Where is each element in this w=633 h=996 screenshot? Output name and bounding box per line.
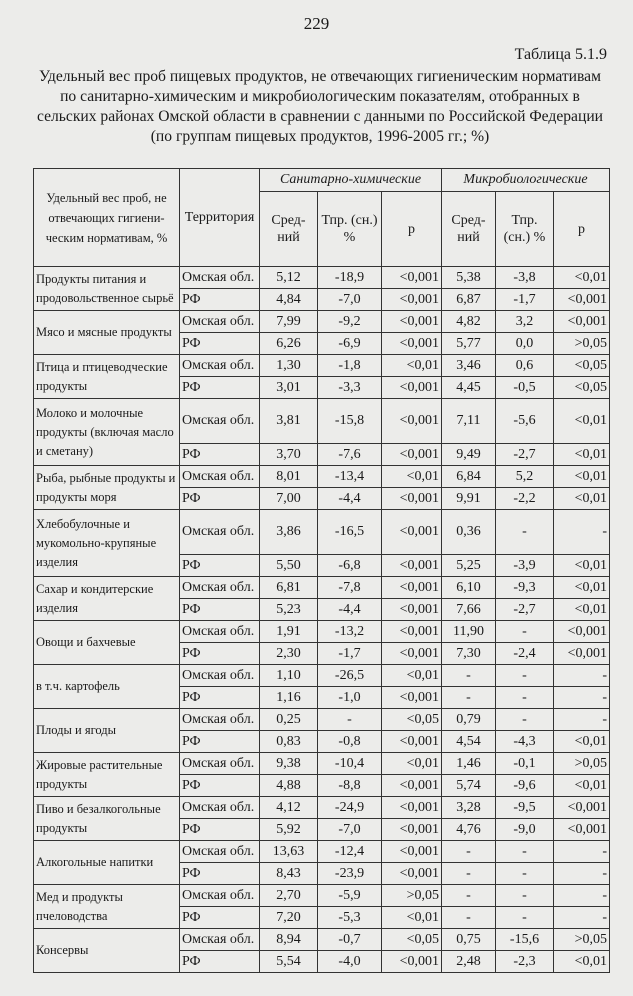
cell-s-mean: 2,30	[260, 643, 318, 665]
cell-s-p: <0,001	[382, 841, 442, 863]
cell-s-p: <0,001	[382, 311, 442, 333]
cell-m-p: <0,01	[554, 267, 610, 289]
cell-m-mean: 6,10	[442, 577, 496, 599]
cell-m-trend: 3,2	[496, 311, 554, 333]
cell-s-p: <0,01	[382, 665, 442, 687]
cell-m-mean: 1,46	[442, 753, 496, 775]
cell-s-trend: -0,8	[318, 731, 382, 753]
cell-m-p: <0,01	[554, 577, 610, 599]
cell-m-p: <0,001	[554, 819, 610, 841]
cell-m-mean: -	[442, 885, 496, 907]
cell-territory: Омская обл.	[180, 709, 260, 731]
cell-m-p: -	[554, 885, 610, 907]
product-group-name: Продукты питания и продовольственное сырьё	[34, 267, 180, 311]
cell-s-mean: 9,38	[260, 753, 318, 775]
cell-s-mean: 1,10	[260, 665, 318, 687]
cell-s-p: <0,05	[382, 929, 442, 951]
cell-territory: Омская обл.	[180, 665, 260, 687]
product-group-name: Жировые растительные продукты	[34, 753, 180, 797]
cell-s-mean: 4,12	[260, 797, 318, 819]
cell-s-mean: 4,88	[260, 775, 318, 797]
cell-s-trend: -13,4	[318, 466, 382, 488]
cell-territory: Омская обл.	[180, 797, 260, 819]
cell-s-mean: 5,12	[260, 267, 318, 289]
product-group-name: Консервы	[34, 929, 180, 973]
cell-s-trend: -23,9	[318, 863, 382, 885]
table-row	[34, 709, 610, 731]
cell-territory: Омская обл.	[180, 355, 260, 377]
cell-s-trend: -0,7	[318, 929, 382, 951]
table-row	[34, 753, 610, 775]
cell-m-mean: 5,25	[442, 555, 496, 577]
cell-m-mean: 7,11	[442, 399, 496, 444]
cell-m-trend: -9,0	[496, 819, 554, 841]
cell-m-mean: -	[442, 665, 496, 687]
product-group-name: в т.ч. картофель	[34, 665, 180, 709]
cell-m-trend: -	[496, 709, 554, 731]
product-group-name: Алкогольные напитки	[34, 841, 180, 885]
cell-m-mean: -	[442, 907, 496, 929]
cell-s-p: <0,001	[382, 399, 442, 444]
cell-m-mean: -	[442, 687, 496, 709]
cell-territory: Омская обл.	[180, 466, 260, 488]
cell-s-mean: 13,63	[260, 841, 318, 863]
cell-territory: РФ	[180, 775, 260, 797]
cell-m-trend: -0,1	[496, 753, 554, 775]
cell-m-mean: 2,48	[442, 951, 496, 973]
cell-territory: Омская обл.	[180, 267, 260, 289]
cell-m-trend: -	[496, 885, 554, 907]
cell-territory: РФ	[180, 555, 260, 577]
cell-m-trend: -5,6	[496, 399, 554, 444]
cell-s-p: <0,001	[382, 731, 442, 753]
cell-s-mean: 1,30	[260, 355, 318, 377]
cell-s-p: <0,01	[382, 753, 442, 775]
table-row	[34, 577, 610, 599]
cell-s-p: <0,001	[382, 643, 442, 665]
cell-s-p: <0,001	[382, 621, 442, 643]
cell-territory: Омская обл.	[180, 399, 260, 444]
product-group-name: Рыба, рыбные продукты и продукты моря	[34, 466, 180, 510]
cell-s-mean: 1,91	[260, 621, 318, 643]
cell-m-mean: 5,74	[442, 775, 496, 797]
cell-territory: РФ	[180, 863, 260, 885]
table-row	[34, 466, 610, 488]
cell-s-trend: -1,7	[318, 643, 382, 665]
product-group-name: Сахар и кондитерские изделия	[34, 577, 180, 621]
cell-m-trend: 5,2	[496, 466, 554, 488]
cell-m-p: <0,01	[554, 488, 610, 510]
product-group-name: Плоды и ягоды	[34, 709, 180, 753]
cell-s-trend: -1,8	[318, 355, 382, 377]
cell-s-p: <0,001	[382, 687, 442, 709]
header-first-column: Удельный вес проб, не отвечающих гигиени-ческим нормативам, %	[34, 169, 180, 267]
product-group-name: Мед и продукты пчеловодства	[34, 885, 180, 929]
cell-s-trend: -6,9	[318, 333, 382, 355]
table-row	[34, 267, 610, 289]
cell-s-trend: -5,3	[318, 907, 382, 929]
cell-s-mean: 0,83	[260, 731, 318, 753]
cell-s-p: <0,001	[382, 577, 442, 599]
cell-m-mean: 0,75	[442, 929, 496, 951]
cell-s-mean: 5,23	[260, 599, 318, 621]
cell-m-p: <0,001	[554, 797, 610, 819]
cell-m-mean: 4,82	[442, 311, 496, 333]
cell-s-trend: -7,0	[318, 819, 382, 841]
cell-m-p: <0,05	[554, 355, 610, 377]
cell-territory: Омская обл.	[180, 753, 260, 775]
cell-m-trend: -2,7	[496, 599, 554, 621]
cell-s-mean: 3,01	[260, 377, 318, 399]
cell-s-p: <0,001	[382, 333, 442, 355]
cell-m-p: <0,01	[554, 599, 610, 621]
cell-m-trend: -	[496, 510, 554, 555]
cell-m-trend: -9,3	[496, 577, 554, 599]
table-row	[34, 510, 610, 555]
cell-m-p: <0,01	[554, 775, 610, 797]
cell-m-trend: 0,6	[496, 355, 554, 377]
table-row	[34, 929, 610, 951]
cell-m-p: -	[554, 907, 610, 929]
cell-territory: РФ	[180, 687, 260, 709]
cell-m-trend: -	[496, 665, 554, 687]
cell-m-mean: 0,79	[442, 709, 496, 731]
cell-m-mean: 6,87	[442, 289, 496, 311]
cell-m-trend: -0,5	[496, 377, 554, 399]
cell-territory: РФ	[180, 643, 260, 665]
table-caption: Удельный вес проб пищевых продуктов, не отвечающих гигиеническим нормативам по санитарно-химическим и микробиологическим показателям, отобранных в сельских районах Омской области в сравнении с данными по Российской Федерации (по группам пищевых продуктов, 1996-2005 гг.; %)	[36, 68, 604, 145]
header-m-mean: Сред-ний	[442, 192, 496, 267]
cell-s-p: <0,001	[382, 555, 442, 577]
cell-s-trend: -4,0	[318, 951, 382, 973]
cell-m-mean: -	[442, 863, 496, 885]
cell-s-trend: -9,2	[318, 311, 382, 333]
cell-m-trend: -3,8	[496, 267, 554, 289]
cell-s-trend: -4,4	[318, 599, 382, 621]
cell-s-p: <0,001	[382, 775, 442, 797]
product-group-name: Хлебобулочные и мукомольно-крупяные изделия	[34, 510, 180, 577]
cell-m-mean: 5,38	[442, 267, 496, 289]
cell-territory: РФ	[180, 907, 260, 929]
cell-s-mean: 7,20	[260, 907, 318, 929]
cell-s-p: <0,05	[382, 709, 442, 731]
table-body	[34, 267, 610, 973]
cell-s-mean: 2,70	[260, 885, 318, 907]
cell-s-trend: -1,0	[318, 687, 382, 709]
header-microbiological: Микробиологические	[442, 169, 610, 192]
cell-m-trend: -2,4	[496, 643, 554, 665]
cell-s-p: <0,001	[382, 951, 442, 973]
cell-m-mean: -	[442, 841, 496, 863]
cell-m-trend: -15,6	[496, 929, 554, 951]
cell-territory: РФ	[180, 951, 260, 973]
cell-m-trend: -	[496, 621, 554, 643]
table-label: Таблица 5.1.9	[514, 46, 607, 63]
cell-m-p: <0,01	[554, 731, 610, 753]
cell-m-trend: -2,3	[496, 951, 554, 973]
cell-s-mean: 3,81	[260, 399, 318, 444]
cell-m-mean: 6,84	[442, 466, 496, 488]
cell-s-p: <0,01	[382, 907, 442, 929]
cell-s-p: <0,01	[382, 355, 442, 377]
table-row	[34, 355, 610, 377]
cell-s-p: <0,001	[382, 444, 442, 466]
cell-s-mean: 8,01	[260, 466, 318, 488]
cell-territory: Омская обл.	[180, 885, 260, 907]
cell-s-trend: -7,6	[318, 444, 382, 466]
cell-m-mean: 7,66	[442, 599, 496, 621]
table-row	[34, 665, 610, 687]
cell-s-p: <0,001	[382, 797, 442, 819]
cell-territory: Омская обл.	[180, 841, 260, 863]
cell-m-trend: 0,0	[496, 333, 554, 355]
cell-m-trend: -2,7	[496, 444, 554, 466]
cell-territory: РФ	[180, 731, 260, 753]
table-row	[34, 621, 610, 643]
cell-s-trend: -26,5	[318, 665, 382, 687]
cell-m-p: >0,05	[554, 929, 610, 951]
cell-s-trend: -15,8	[318, 399, 382, 444]
cell-territory: РФ	[180, 333, 260, 355]
cell-m-trend: -1,7	[496, 289, 554, 311]
cell-s-trend: -10,4	[318, 753, 382, 775]
cell-s-mean: 7,00	[260, 488, 318, 510]
cell-s-mean: 0,25	[260, 709, 318, 731]
cell-s-trend: -16,5	[318, 510, 382, 555]
product-group-name: Молоко и молочные продукты (включая масло и сметану)	[34, 399, 180, 466]
cell-s-mean: 3,70	[260, 444, 318, 466]
cell-m-trend: -	[496, 907, 554, 929]
cell-m-p: <0,01	[554, 466, 610, 488]
cell-s-trend: -7,8	[318, 577, 382, 599]
cell-m-p: >0,05	[554, 753, 610, 775]
header-s-trend: Тпр. (сн.) %	[318, 192, 382, 267]
cell-m-trend: -9,6	[496, 775, 554, 797]
cell-s-p: <0,001	[382, 289, 442, 311]
cell-s-p: <0,001	[382, 819, 442, 841]
cell-s-trend: -3,3	[318, 377, 382, 399]
cell-territory: Омская обл.	[180, 577, 260, 599]
cell-m-p: -	[554, 665, 610, 687]
cell-s-trend: -7,0	[318, 289, 382, 311]
cell-s-p: <0,001	[382, 488, 442, 510]
cell-s-mean: 8,43	[260, 863, 318, 885]
cell-s-p: <0,001	[382, 599, 442, 621]
cell-m-trend: -3,9	[496, 555, 554, 577]
cell-m-p: -	[554, 687, 610, 709]
cell-territory: РФ	[180, 819, 260, 841]
cell-s-p: <0,001	[382, 267, 442, 289]
cell-m-mean: 7,30	[442, 643, 496, 665]
cell-m-trend: -	[496, 687, 554, 709]
table-row	[34, 885, 610, 907]
cell-s-p: <0,001	[382, 510, 442, 555]
cell-s-mean: 1,16	[260, 687, 318, 709]
cell-m-p: -	[554, 709, 610, 731]
cell-m-p: <0,01	[554, 951, 610, 973]
product-group-name: Пиво и безалкогольные продукты	[34, 797, 180, 841]
cell-m-trend: -	[496, 841, 554, 863]
cell-s-mean: 6,81	[260, 577, 318, 599]
cell-s-mean: 3,86	[260, 510, 318, 555]
cell-territory: РФ	[180, 377, 260, 399]
cell-territory: Омская обл.	[180, 929, 260, 951]
cell-m-trend: -	[496, 863, 554, 885]
cell-s-p: <0,001	[382, 863, 442, 885]
cell-m-p: <0,001	[554, 311, 610, 333]
cell-m-trend: -4,3	[496, 731, 554, 753]
header-s-p: p	[382, 192, 442, 267]
cell-s-p: >0,05	[382, 885, 442, 907]
cell-s-trend: -8,8	[318, 775, 382, 797]
data-table	[33, 168, 610, 973]
cell-territory: Омская обл.	[180, 311, 260, 333]
cell-s-mean: 7,99	[260, 311, 318, 333]
table-row	[34, 841, 610, 863]
cell-m-mean: 0,36	[442, 510, 496, 555]
cell-m-mean: 3,46	[442, 355, 496, 377]
cell-s-trend: -24,9	[318, 797, 382, 819]
cell-s-trend: -13,2	[318, 621, 382, 643]
cell-m-trend: -2,2	[496, 488, 554, 510]
header-s-mean: Сред-ний	[260, 192, 318, 267]
cell-s-mean: 6,26	[260, 333, 318, 355]
cell-territory: РФ	[180, 444, 260, 466]
cell-m-mean: 9,91	[442, 488, 496, 510]
cell-m-p: <0,01	[554, 555, 610, 577]
cell-m-mean: 4,45	[442, 377, 496, 399]
header-m-p: p	[554, 192, 610, 267]
cell-territory: РФ	[180, 289, 260, 311]
cell-s-mean: 5,54	[260, 951, 318, 973]
cell-m-p: -	[554, 841, 610, 863]
cell-m-mean: 4,76	[442, 819, 496, 841]
table-row	[34, 797, 610, 819]
page-number: 229	[303, 14, 330, 33]
cell-m-p: -	[554, 510, 610, 555]
table-row	[34, 311, 610, 333]
cell-m-p: -	[554, 863, 610, 885]
cell-m-mean: 11,90	[442, 621, 496, 643]
cell-m-mean: 9,49	[442, 444, 496, 466]
cell-m-p: <0,001	[554, 643, 610, 665]
cell-s-mean: 8,94	[260, 929, 318, 951]
header-territory: Территория	[180, 169, 260, 267]
cell-s-mean: 4,84	[260, 289, 318, 311]
cell-s-trend: -4,4	[318, 488, 382, 510]
cell-s-trend: -	[318, 709, 382, 731]
cell-m-p: >0,05	[554, 333, 610, 355]
cell-m-trend: -9,5	[496, 797, 554, 819]
cell-m-mean: 3,28	[442, 797, 496, 819]
cell-m-p: <0,001	[554, 289, 610, 311]
cell-territory: Омская обл.	[180, 510, 260, 555]
header-sanitary-chemical: Санитарно-химические	[260, 169, 442, 192]
cell-territory: РФ	[180, 599, 260, 621]
product-group-name: Птица и птицеводческие продукты	[34, 355, 180, 399]
cell-s-trend: -18,9	[318, 267, 382, 289]
cell-s-trend: -12,4	[318, 841, 382, 863]
cell-territory: РФ	[180, 488, 260, 510]
cell-s-p: <0,001	[382, 377, 442, 399]
cell-s-trend: -6,8	[318, 555, 382, 577]
table-row	[34, 399, 610, 444]
cell-s-p: <0,01	[382, 466, 442, 488]
cell-s-mean: 5,92	[260, 819, 318, 841]
cell-m-mean: 4,54	[442, 731, 496, 753]
product-group-name: Овощи и бахчевые	[34, 621, 180, 665]
cell-m-p: <0,01	[554, 399, 610, 444]
cell-m-p: <0,05	[554, 377, 610, 399]
cell-s-mean: 5,50	[260, 555, 318, 577]
cell-territory: Омская обл.	[180, 621, 260, 643]
cell-m-mean: 5,77	[442, 333, 496, 355]
cell-s-trend: -5,9	[318, 885, 382, 907]
product-group-name: Мясо и мясные продукты	[34, 311, 180, 355]
cell-m-p: <0,001	[554, 621, 610, 643]
cell-m-p: <0,01	[554, 444, 610, 466]
header-m-trend: Тпр. (сн.) %	[496, 192, 554, 267]
